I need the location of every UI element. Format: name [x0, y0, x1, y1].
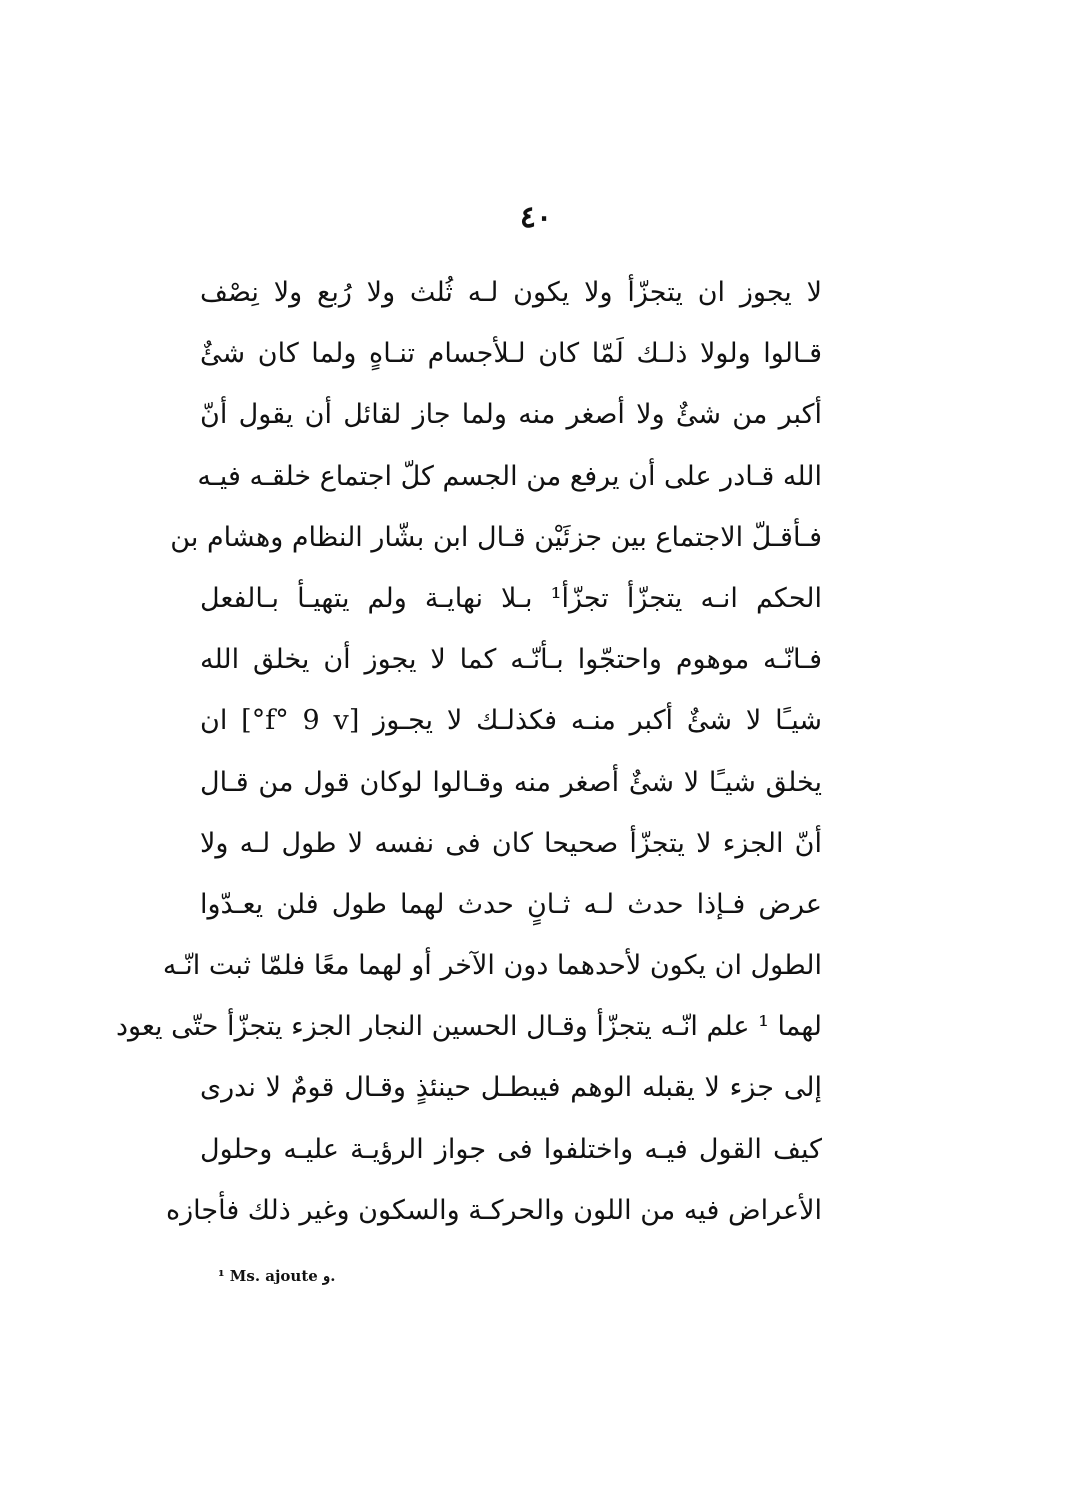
text-line: الحكم انـه يتجزّأ تجزّأ¹ بـلا نهايـة ولم يتهيـأ بـالفعل	[200, 582, 822, 614]
text-line: الله قـادر على أن يرفع من الجسم كلّ اجتماع خلقـه فيـه	[197, 460, 822, 492]
text-line: كيف القول فيـه واختلفوا فى جواز الرؤيـة عليـه وحلول	[200, 1133, 822, 1165]
text-line: لا يجوز ان يتجزّأ ولا يكون لـه ثُلث ولا رُبع ولا نِصْف	[200, 277, 822, 308]
text-line: الطول ان يكون لأحدهما دون الآخر أو لهما معًا فلمّا ثبت انّـه	[162, 950, 822, 982]
text-line: قـالوا ولولا ذلـك لَمّا كان لـلأجسام تنـاهٍ ولما كان شئٌ	[200, 338, 822, 370]
text-line: أكبر من شئٌ ولا أصغر منه ولما جاز لقائل أن يقول أنّ	[200, 399, 822, 431]
footnote: ¹ Ms. ajoute و.	[218, 1267, 336, 1285]
text-line: يخلق شيـًا لا شئٌ أصغر منه وقـالوا لوكان قول من قـال	[200, 766, 822, 798]
text-line: أنّ الجزء لا يتجزّأ صحيحا كان فى نفسه لا طول لـه ولا	[200, 827, 822, 859]
page-number: ٤٠	[519, 200, 553, 235]
text-line: شيـًا لا شئٌ أكبر منـه فكذلـك لا يجـوز [f° 9 v°] ان	[200, 705, 822, 737]
text-line: الأعراض فيه من اللون والحركـة والسكون وغير ذلك فأجازه	[165, 1194, 822, 1226]
text-line: إلى جزء لا يقبله الوهم فيبطـل حينئذٍ وقـال قومٌ لا ندرى	[200, 1072, 822, 1104]
body-text	[116, 262, 822, 1241]
text-line: فـانّـه موهوم واحتجّوا بـأنّـه كما لا يجوز أن يخلق الله	[200, 644, 822, 676]
text-line: فـأقـلّ الاجتماع بين جزئَيْن قـال ابن بشّار النظام وهشام بن	[170, 521, 822, 553]
text-line: لهما ¹ علم انّـه يتجزّأ وقـال الحسين النجار الجزء يتجزّأ حتّى يعود	[116, 1011, 822, 1043]
text-line: عرض فـإذا حدث لـه ثـانٍ حدث لهما طول فلن يعـدّوا	[200, 888, 822, 920]
